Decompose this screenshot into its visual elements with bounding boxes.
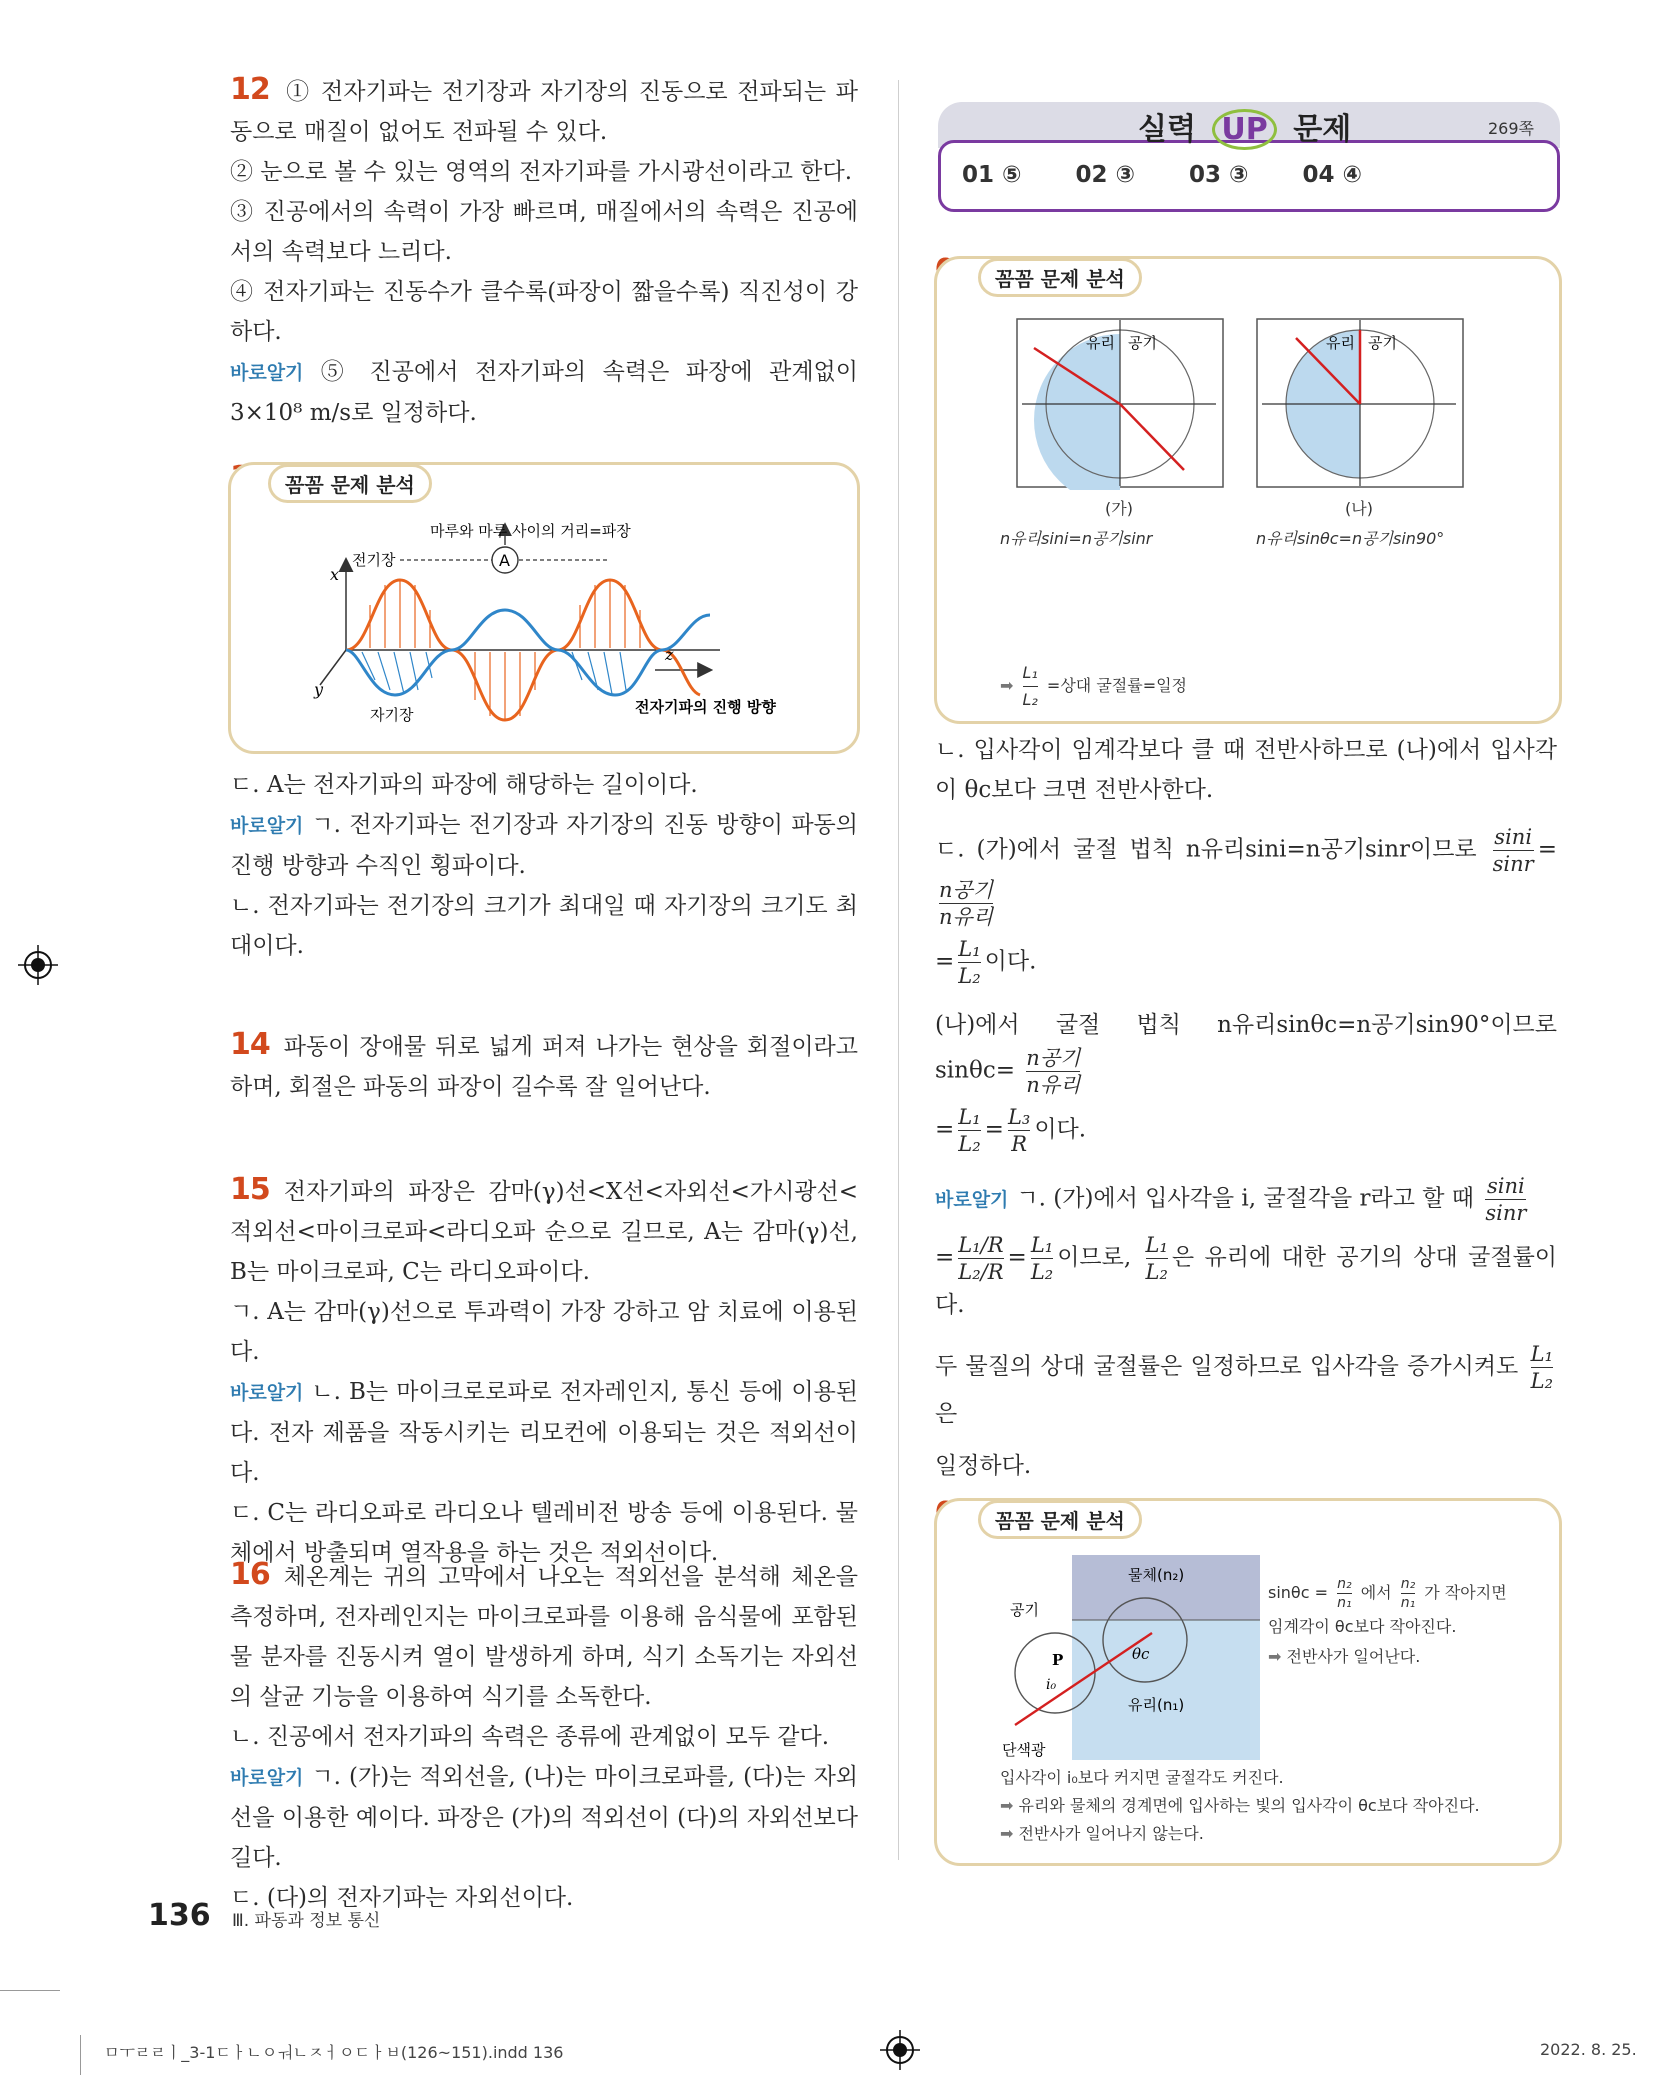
a02-note4: 입사각이 i₀보다 커지면 굴절각도 커진다. (1000, 1768, 1284, 1787)
a02-note1a: sinθc = (1268, 1583, 1328, 1602)
header-title-right: 문제 (1293, 112, 1352, 147)
skill-up-header (938, 102, 1560, 214)
footer-mark (80, 2035, 81, 2075)
a01-eq-na: n유리sinθc=n공기sin90° (1256, 529, 1445, 548)
q12-baro-text: ⑤ 진공에서 전자기파의 속력은 파장에 관계없이 3×10⁸ m/s로 일정하다. (230, 359, 858, 426)
a02-note3: 전반사가 일어난다. (1286, 1647, 1421, 1666)
direction-label: 전자기파의 진행 방향 (635, 698, 776, 716)
answer-01: 01 ⑤ (962, 162, 1022, 188)
page-number: 136 (148, 1898, 211, 1933)
q15-baro-label: 바로알기 (230, 1382, 304, 1404)
q13-tag: 꼼꼼 문제 분석 (268, 464, 432, 503)
a02-note1c: 가 작아지면 (1424, 1583, 1507, 1602)
a01-figure-ga (1016, 318, 1226, 490)
q16-block (230, 1555, 858, 1918)
q13-line1: ㄷ. A는 전자기파의 파장에 해당하는 길이이다. (230, 772, 698, 798)
a01-text5b: 은 (935, 1401, 958, 1427)
q13-wave-diagram (300, 520, 820, 730)
q12-line4: ④ 전자기파는 진동수가 클수록(파장이 짧을수록) 직진성이 강하다. (230, 279, 858, 345)
a01-baro-text: ㄱ. (가)에서 입사각을 i, 굴절각을 r라고 할 때 (1016, 1185, 1475, 1212)
a01-text3a: (나)에서 굴절 법칙 n유리sinθc=n공기sin90°이므로 sinθc= (935, 1012, 1557, 1084)
i0-label: i₀ (1046, 1677, 1057, 1693)
q16-line2: ㄷ. (다)의 전자기파는 자외선이다. (230, 1885, 574, 1911)
p-label: P (1052, 1651, 1064, 1669)
q12-number: 12 (230, 72, 270, 107)
a01-text2a: ㄷ. (가)에서 굴절 법칙 n유리sini=n공기sinr이므로 (935, 836, 1477, 863)
q15-block (230, 1170, 858, 1573)
wavelength-label: 마루와 마루 사이의 거리=파장 (430, 522, 631, 540)
q12-baro-label: 바로알기 (230, 362, 304, 384)
a01-eq-ga: n유리sini=n공기sinr (1000, 529, 1153, 548)
q16-baro-text: ㄱ. (가)는 적외선을, (나)는 마이크로파를, (다)는 자외선을 이용한 예이다. 파장은 (가)의 적외선이 (다)의 자외선보다 길다. (230, 1764, 858, 1871)
footer-rule (0, 1990, 60, 1991)
a01-baro-label: 바로알기 (935, 1188, 1009, 1211)
glass-label-na: 유리 (1326, 334, 1355, 352)
glass-label: 유리(n₁) (1128, 1696, 1185, 1714)
header-page-ref: 269쪽 (1488, 119, 1534, 138)
glass-label-ga: 유리 (1086, 334, 1115, 352)
q12-line1: ① 전자기파는 전기장과 자기장의 진동으로 전파되는 파동으로 매질이 없어도 전파될 수 있다. (230, 79, 858, 145)
a01-text3b: 이다. (1034, 1116, 1087, 1143)
q13-baro-label: 바로알기 (230, 815, 304, 837)
registration-mark-bottom-icon (880, 2030, 920, 2070)
registration-mark-icon (18, 945, 58, 985)
q13-baro-text: ㄱ. 전자기파는 전기장과 자기장의 진동 방향이 파동의 진행 방향과 수직인 횡파이다. (230, 812, 858, 879)
q13-text (230, 765, 858, 966)
q15-number: 15 (230, 1172, 270, 1207)
left-column (230, 70, 858, 433)
object-region (1072, 1555, 1260, 1620)
answer-04: 04 ④ (1302, 162, 1363, 188)
air-label: 공기 (1010, 1601, 1039, 1619)
print-date: 2022. 8. 25. (1540, 2040, 1637, 2059)
air-label-ga: 공기 (1128, 334, 1157, 352)
answer-02: 02 ③ (1075, 162, 1136, 188)
a01-result: ➡ $\frac{\text{L₁}}{\text{L₂}}$ =상대 굴절률=일정 (1000, 660, 1187, 713)
a-label: A (499, 551, 510, 570)
q16-number: 16 (230, 1557, 270, 1592)
a01-text2b: 이다. (984, 948, 1037, 975)
q14-text: 파동이 장애물 뒤로 넓게 퍼져 나가는 현상을 회절이라고 하며, 회절은 파동의 파장이 길수록 잘 일어난다. (230, 1034, 858, 1100)
a01-fig-ga-label: (가) (1105, 499, 1133, 518)
a01-text4b: 은 유리에 대한 공기의 상대 굴절률이다. (935, 1244, 1558, 1318)
arrow-icon: ➡ (1000, 676, 1014, 695)
object-label: 물체(n₂) (1128, 1566, 1185, 1584)
arrow-icon: ➡ (1000, 1796, 1014, 1815)
a01-fig-na-label: (나) (1345, 499, 1373, 518)
a01-text4: 이므로, (1057, 1244, 1132, 1271)
a01-tag: 꼼꼼 문제 분석 (978, 258, 1142, 297)
header-title-up: UP (1212, 109, 1276, 150)
q15-line2: ㄷ. C는 라디오파로 라디오나 텔레비전 방송 등에 이용된다. 물체에서 방출되며 열작용을 하는 것은 적외선이다. (230, 1500, 858, 1566)
glass-region (1072, 1620, 1260, 1760)
air-label-na: 공기 (1368, 334, 1397, 352)
column-divider (898, 80, 899, 1860)
header-title-left: 실력 (1138, 112, 1196, 147)
q14-block (230, 1025, 858, 1107)
q15-baro-text: ㄴ. B는 마이크로로파로 전자레인지, 통신 등에 이용된다. 전자 제품을 작동시키는 리모컨에 이용되는 것은 적외선이다. (230, 1379, 858, 1486)
q12-block (230, 70, 858, 433)
q16-baro-label: 바로알기 (230, 1767, 304, 1789)
answer-03: 03 ③ (1189, 162, 1249, 188)
q16-line1: ㄴ. 진공에서 전자기파의 속력은 종류에 관계없이 모두 같다. (230, 1724, 830, 1750)
x-label: x (330, 565, 340, 584)
arrow-icon: ➡ (1268, 1647, 1282, 1666)
q15-line1: ㄱ. A는 감마(γ)선으로 투과력이 가장 강하고 암 치료에 이용된다. (230, 1299, 858, 1365)
a02-note5: 유리와 물체의 경계면에 입사하는 빛의 입사각이 θc보다 작아진다. (1018, 1796, 1480, 1815)
light-label: 단색광 (1002, 1741, 1046, 1759)
a01-text6: 일정하다. (935, 1453, 1032, 1479)
arrow-icon: ➡ (1000, 1824, 1014, 1843)
q14-number: 14 (230, 1027, 270, 1062)
b-field-label: 자기장 (370, 706, 414, 724)
e-field-label: 전기장 (352, 551, 396, 569)
y-axis-line (320, 650, 346, 685)
section-title: Ⅲ. 파동과 정보 통신 (232, 1911, 381, 1931)
a01-text5a: 두 물질의 상대 굴절률은 일정하므로 입사각을 증가시켜도 (935, 1353, 1519, 1380)
q13-line2: ㄴ. 전자기파는 전기장의 크기가 최대일 때 자기장의 크기도 최대이다. (230, 893, 858, 959)
a01-text: ㄴ. 입사각이 임계각보다 클 때 전반사하므로 (나)에서 입사각이 θc보다 크면 전반사한다. ㄷ. (가)에서 굴절 법칙 n유리sini=n공기sinr이므로 $\frac{\sin i}{\sin r}$ = $\frac{\text{n공기}}{\text{n유리}}$ = $\frac{\text{L₁}}{\text{L₂}}$ 이다. (나)에서 굴절 법칙 n유리sinθc=n공기sin90°이므로 sinθc= $\frac{\text{n공기}}{\text{n유리}}$ = $\frac{\text{L₁}}{\text{L₂}}$ = $\frac{\text{L₃}}{R}$ 이다. 바로알기 ㄱ. (가)에서 입사각을 i, 굴절각을 r라고 할 때 $\frac{\sin i}{\sin r}$ = $\frac{\text{L₁/R}}{\text{L₂/R}}$ = $\frac{\text{L₁}}{\text{L₂}}$ 이므로, $\frac{\text{L₁}}{\text{L₂}}$ 은 유리에 대한 공기의 상대 굴절률이다. 두 물질의 상대 굴절률은 일정하므로 입사각을 증가시켜도 $\frac{\text{L₁}}{\text{L₂}}$ 은 일정하다. (935, 730, 1557, 1486)
a02-note2: 임계각이 θc보다 작아진다. (1268, 1617, 1457, 1636)
a01-figure-na (1256, 318, 1466, 490)
q15-text: 전자기파의 파장은 감마(γ)선<X선<자외선<가시광선<적외선<마이크로파<라디오파 순으로 길므로, A는 감마(γ)선, B는 마이크로파, C는 라디오파이다. (230, 1179, 858, 1285)
a02-note6: 전반사가 일어나지 않는다. (1018, 1824, 1204, 1843)
a02-tag: 꼼꼼 문제 분석 (978, 1500, 1142, 1539)
a02-figure (1000, 1555, 1260, 1760)
a02-note1b: 에서 (1360, 1583, 1392, 1602)
a01-result-text: =상대 굴절률=일정 (1046, 676, 1188, 695)
file-slug: ㅁㅜㄹㄹㅣ_3-1ㄷㅏㄴㅇㅝㄴㅈㅓㅇㄷㅏㅂ(126~151).indd 136 (104, 2043, 564, 2062)
q12-line2: ② 눈으로 볼 수 있는 영역의 전자기파를 가시광선이라고 한다. (230, 159, 853, 185)
z-label: z (665, 645, 674, 664)
q12-line3: ③ 진공에서의 속력이 가장 빠르며, 매질에서의 속력은 진공에서의 속력보다 느리다. (230, 199, 858, 265)
q16-text: 체온계는 귀의 고막에서 나오는 적외선을 분석해 체온을 측정하며, 전자레인지는 마이크로파를 이용해 음식물에 포함된 물 분자를 진동시켜 열이 발생하게 하며, 식기 소독기는 자외선의 살균 기능을 이용하여 식기를 소독한다. (230, 1564, 858, 1710)
a02-notes-right: sinθc = $\frac{\text{n₂}}{\text{n₁}}$ 에서 $\frac{\text{n₂}}{\text{n₁}}$ 가 작아지면 임계각이 θc보다 작아진다. ➡ 전반사가 일어난다. (1268, 1576, 1507, 1666)
y-label: y (314, 680, 324, 699)
theta-label: θc (1132, 1645, 1150, 1663)
a01-text1: ㄴ. 입사각이 임계각보다 클 때 전반사하므로 (나)에서 입사각이 θc보다 크면 전반사한다. (935, 737, 1557, 803)
a02-notes-bottom (1000, 1764, 1480, 1848)
